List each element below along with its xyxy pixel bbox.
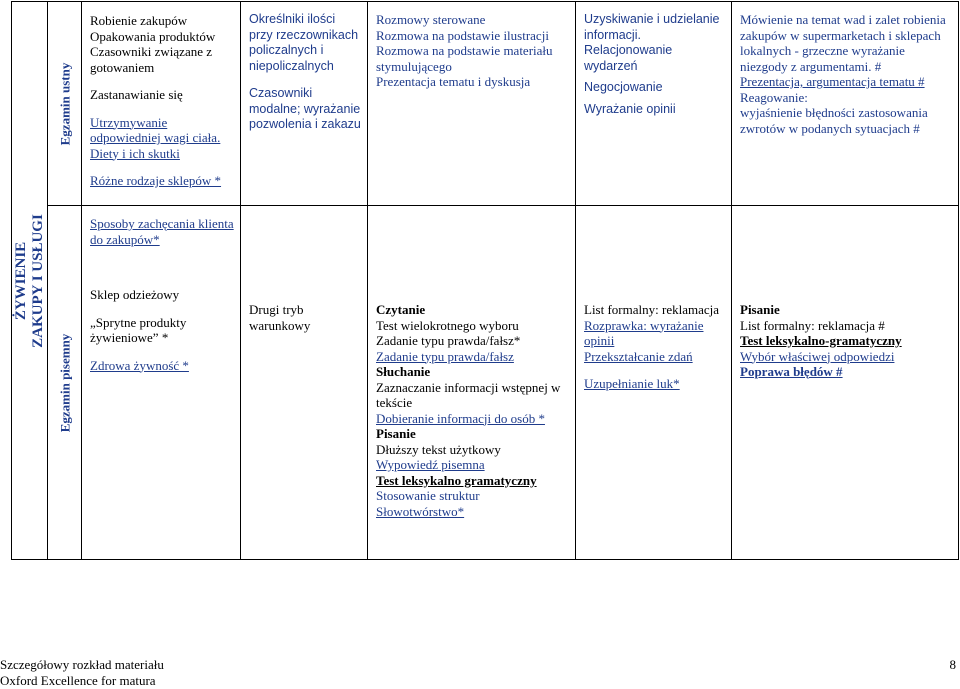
oral-extra [732,2,959,206]
skill-item: Dłuższy tekst użytkowy [376,441,501,457]
skill-item: Rozmowa na podstawie ilustracji [376,27,549,43]
oral-grammar [241,2,368,206]
function-item: Przekształcanie zdań [584,348,693,364]
skill-item: Stosowanie struktur [376,488,480,503]
skill-item: Dobieranie informacji do osób * [376,410,545,426]
extra-item: Poprawa błędów # [740,364,843,379]
topic-item: Utrzymywanie odpowiedniej wagi ciała. [90,114,221,145]
skill-item: Zadanie typu prawda/fałsz [376,348,514,364]
grammar-item: Określniki ilości przy rzeczownikach policzalnych i niepoliczalnych [249,12,359,73]
written-grammar [241,206,368,560]
topic-item: Sposoby zachęcania klienta do zakupów* [90,216,234,247]
page-number: 8 [949,657,956,672]
written-label-cell [48,206,82,560]
section-label: ŻYWIENIE ZAKUPY I USŁUGI [12,213,46,348]
function-item: Wyrażanie opinii [584,101,676,116]
curriculum-table [11,1,959,560]
skill-item: Zaznaczanie informacji wstępnej w tekście [376,379,561,410]
extra-item: Mówienie na temat wad i zalet robienia zakupów w supermarketach i sklepach lokalnych - grzeczne wyrażanie niezgody z argumentami. # [740,12,946,74]
skill-item: Rozmowy sterowane [376,12,486,27]
topic-item: Opakowania produktów [90,28,216,44]
extra-item: Pisanie [740,302,780,317]
skill-item: Test leksykalno gramatyczny [376,472,537,488]
extra-item: Wybór właściwej odpowiedzi [740,348,895,364]
oral-functions [576,2,732,206]
skill-item: Słowotwórstwo* [376,503,465,519]
extra-item: wyjaśnienie błędności zastosowania zwrotów w podanych sytuacjach # [740,105,928,136]
topic-item: „Sprytne produkty żywieniowe” * [90,314,187,345]
topic-item: Czasowniki związane z gotowaniem [90,44,213,75]
extra-item: List formalny: reklamacja # [740,317,885,333]
written-topics [82,206,241,560]
skill-item: Test wielokrotnego wyboru [376,317,519,333]
skill-item: Pisanie [376,426,416,441]
footer-subtitle: Oxford Excellence for matura [0,673,156,688]
written-extra [732,206,959,560]
function-item: Relacjonowanie wydarzeń [584,43,673,73]
written-label: Egzamin pisemny [56,333,72,432]
extra-item: Prezentacja, argumentacja tematu # [740,74,925,89]
skill-item: Rozmowa na podstawie materiału stymulującego [376,43,553,74]
oral-label: Egzamin ustny [56,62,72,145]
footer-title: Szczegółowy rozkład materiału [0,657,164,672]
function-item: Uzupełnianie luk* [584,376,680,391]
skill-item: Czytanie [376,302,426,317]
topic-item: Robienie zakupów [90,13,188,28]
extra-item: Reagowanie: [740,89,808,105]
grammar-item: Czasowniki modalne; wyrażanie pozwolenia i zakazu [249,86,361,131]
function-item: Rozprawka: wyrażanie opinii [584,317,704,348]
grammar-item: Drugi tryb warunkowy [249,302,311,333]
skill-item: Wypowiedź pisemna [376,457,485,472]
oral-label-cell [48,2,82,206]
skill-item: Słuchanie [376,364,431,379]
function-item: Negocjowanie [584,80,663,94]
extra-item: Test leksykalno-gramatyczny [740,333,902,348]
function-item: List formalny: reklamacja [584,302,720,317]
oral-row [12,2,959,206]
topic-item: Zastanawianie się [90,87,183,102]
skill-item: Prezentacja tematu i dyskusja [376,74,531,89]
topic-item: Różne rodzaje sklepów * [90,173,222,188]
topic-item: Sklep odzieżowy [90,287,180,302]
footer [0,657,164,689]
skill-item: Zadanie typu prawda/fałsz* [376,333,521,348]
topic-item: Zdrowa żywność * [90,357,189,373]
oral-skills [368,2,576,206]
written-functions [576,206,732,560]
written-skills [368,206,576,560]
written-row [12,206,959,560]
oral-topics [82,2,241,206]
topic-item: Diety i ich skutki [90,145,180,161]
section-label-cell [12,2,48,560]
function-item: Uzyskiwanie i udzielanie informacji. [584,12,720,42]
